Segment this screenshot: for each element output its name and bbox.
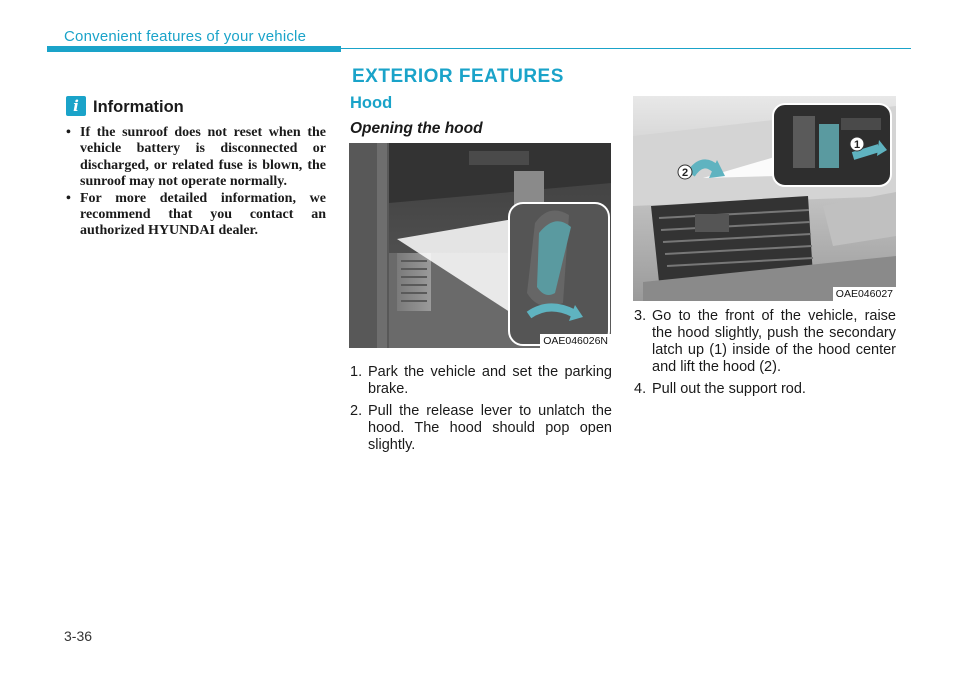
info-heading: Information bbox=[93, 98, 184, 116]
hood-heading: Hood bbox=[350, 94, 393, 112]
step-number: 3. bbox=[634, 308, 647, 324]
step-item bbox=[350, 364, 612, 398]
step-text: Go to the front of the vehicle, raise the hood slightly, push the secondary latch up (1) inside of the hood center and lift the hood (2). bbox=[652, 308, 896, 375]
secondary-latch-figure bbox=[633, 96, 896, 301]
step-number: 2. bbox=[350, 403, 363, 419]
figure-code: OAE046026N bbox=[540, 334, 611, 348]
hood-steps-list bbox=[350, 364, 612, 459]
step-text: Pull out the support rod. bbox=[652, 381, 806, 397]
step-number: 1. bbox=[350, 364, 363, 380]
step-item bbox=[634, 381, 896, 398]
hood-latch-illustration bbox=[633, 96, 896, 301]
step-number: 4. bbox=[634, 381, 647, 397]
header-rule-thin bbox=[341, 48, 911, 49]
section-title: Convenient features of your vehicle bbox=[64, 28, 307, 45]
step-text: Park the vehicle and set the parking brake. bbox=[368, 364, 612, 397]
chapter-title: EXTERIOR FEATURES bbox=[352, 66, 564, 87]
figure-code: OAE046027 bbox=[833, 287, 896, 301]
callout-2: 2 bbox=[681, 167, 689, 179]
opening-hood-subheading: Opening the hood bbox=[350, 120, 483, 137]
hood-release-lever-figure bbox=[349, 143, 611, 348]
callout-1: 1 bbox=[853, 139, 861, 151]
step-text: Pull the release lever to unlatch the hood. The hood should pop open slightly. bbox=[368, 403, 612, 453]
step-item bbox=[634, 308, 896, 376]
info-bullet: • For more detailed information, we recommend that you contact an authorized HYUNDAI dealer. bbox=[66, 191, 326, 240]
step-item bbox=[350, 403, 612, 454]
hood-release-lever-illustration bbox=[349, 143, 611, 348]
info-bullet-list bbox=[66, 125, 326, 240]
info-bullet: • If the sunroof does not reset when the vehicle battery is disconnected or discharged, or related fuse is blown, the sunroof may not operate normally. bbox=[66, 125, 326, 191]
info-icon: i bbox=[66, 96, 86, 116]
header-rule bbox=[47, 46, 341, 52]
page-number: 3-36 bbox=[64, 628, 93, 644]
hood-steps-list-continued bbox=[634, 308, 896, 403]
